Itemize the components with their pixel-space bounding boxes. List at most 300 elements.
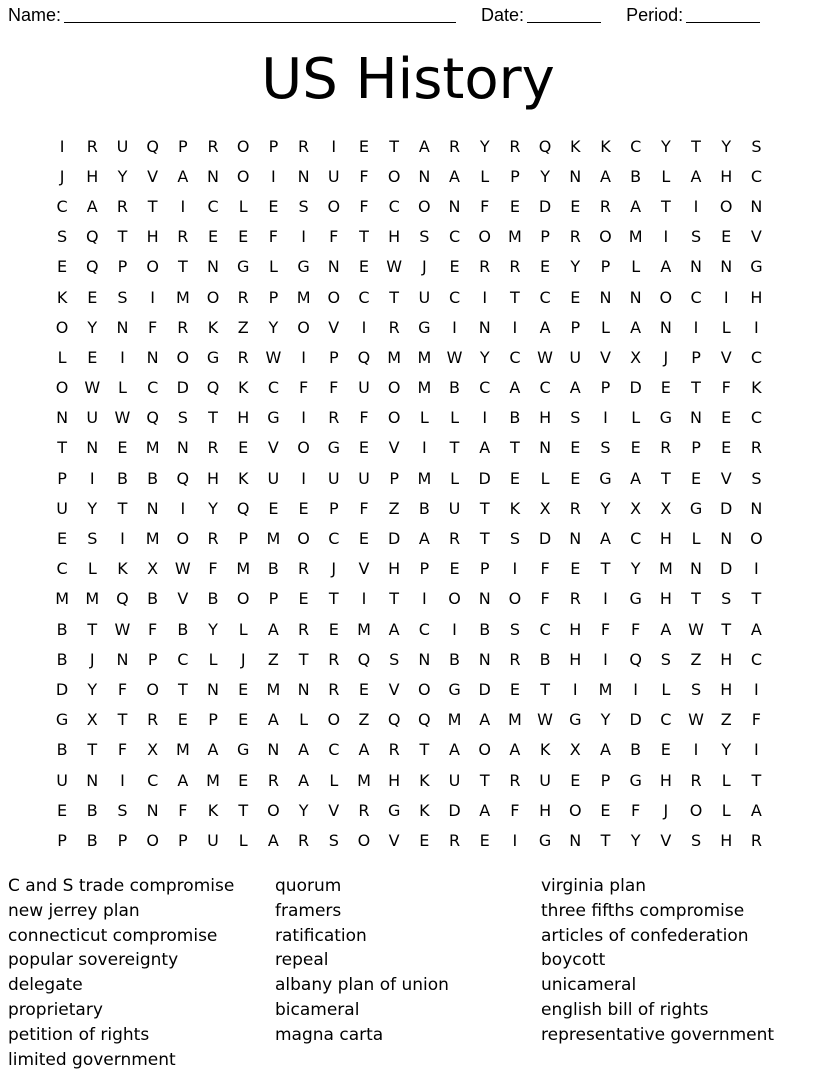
word-list-item: delegate (8, 975, 83, 996)
grid-letter: T (479, 498, 490, 518)
grid-letter: T (389, 287, 400, 307)
grid-letter: R (147, 710, 159, 730)
grid-letter: M (508, 710, 522, 730)
word-list-item: albany plan of union (275, 975, 449, 996)
grid-letter: C (147, 378, 159, 398)
grid-row (47, 735, 775, 765)
grid-letter: S (57, 227, 68, 247)
grid-letter: T (238, 800, 249, 820)
grid-row (47, 131, 775, 161)
grid-letter: H (720, 649, 733, 669)
grid-letter: M (417, 468, 432, 488)
grid-letter: U (207, 830, 219, 850)
grid-letter: S (509, 529, 520, 549)
grid-row (47, 463, 775, 493)
grid-letter: L (540, 468, 550, 488)
grid-letter: H (659, 529, 672, 549)
grid-letter: P (178, 830, 188, 850)
grid-letter: A (207, 740, 219, 760)
grid-letter: L (661, 166, 671, 186)
grid-letter: N (720, 529, 733, 549)
grid-letter: B (116, 468, 128, 488)
grid-letter: R (328, 679, 340, 699)
grid-letter: U (56, 498, 68, 518)
grid-letter: E (238, 227, 249, 247)
grid-letter: N (86, 770, 99, 790)
grid-letter: L (329, 770, 339, 790)
grid-letter: Z (388, 498, 400, 518)
grid-letter: Q (629, 649, 642, 669)
grid-letter: M (266, 529, 281, 549)
grid-letter: N (267, 740, 280, 760)
grid-letter: T (600, 559, 611, 579)
grid-letter: R (509, 136, 521, 156)
grid-letter: R (298, 619, 310, 639)
grid-letter: L (480, 166, 490, 186)
grid-letter: K (570, 136, 581, 156)
grid-letter: G (297, 257, 310, 277)
grid-letter: G (689, 498, 703, 518)
grid-letter: C (479, 378, 491, 398)
grid-letter: G (237, 257, 250, 277)
grid-letter: Y (600, 710, 611, 730)
grid-letter: S (509, 619, 520, 639)
grid-letter: K (117, 559, 128, 579)
grid-letter: G (267, 408, 280, 428)
grid-letter: R (207, 136, 219, 156)
grid-letter: A (479, 438, 491, 458)
grid-letter: A (449, 740, 460, 760)
grid-letter: F (298, 378, 309, 398)
grid-letter: F (359, 498, 369, 518)
grid-letter: L (601, 317, 610, 337)
grid-letter: K (419, 800, 430, 820)
grid-letter: I (120, 347, 125, 367)
grid-letter: A (267, 619, 279, 639)
grid-letter: E (57, 529, 68, 549)
grid-letter: C (328, 740, 340, 760)
grid-letter: R (298, 559, 310, 579)
grid-row (47, 493, 775, 523)
grid-letter: E (207, 227, 219, 247)
grid-letter: O (176, 347, 190, 367)
grid-letter: F (600, 619, 611, 639)
grid-letter: X (147, 559, 159, 579)
grid-letter: S (690, 679, 702, 699)
grid-letter: S (570, 408, 581, 428)
grid-letter: A (630, 317, 642, 337)
grid-letter: R (86, 136, 98, 156)
grid-letter: O (750, 529, 763, 549)
grid-letter: O (236, 166, 250, 186)
grid-letter: F (359, 408, 369, 428)
grid-letter: T (87, 740, 98, 760)
word-list-item: three fifths compromise (541, 900, 745, 921)
grid-letter: F (510, 800, 520, 820)
grid-letter: R (358, 800, 370, 820)
grid-letter: D (720, 559, 733, 579)
grid-letter: H (207, 468, 220, 488)
grid-letter: E (509, 468, 520, 488)
grid-letter: F (117, 679, 128, 699)
grid-letter: E (268, 498, 279, 518)
grid-letter: T (177, 257, 188, 277)
grid-letter: K (751, 378, 762, 398)
grid-letter: P (57, 468, 67, 488)
grid-letter: B (449, 649, 461, 669)
grid-letter: J (59, 166, 65, 186)
grid-letter: F (329, 378, 339, 398)
grid-letter: Z (358, 710, 370, 730)
name-field (8, 5, 456, 26)
grid-letter: E (721, 408, 732, 428)
grid-letter: Y (208, 619, 218, 639)
grid-letter: C (56, 196, 68, 216)
grid-letter: I (452, 619, 457, 639)
grid-letter: E (177, 710, 188, 730)
date-blank-line (527, 4, 601, 23)
grid-letter: Q (357, 347, 371, 367)
grid-letter: X (86, 710, 98, 730)
grid-row (47, 523, 775, 553)
grid-letter: D (720, 498, 733, 518)
grid-letter: E (570, 287, 581, 307)
grid-letter: Z (690, 649, 702, 669)
word-list-item: unicameral (541, 975, 637, 996)
grid-letter: O (568, 800, 582, 820)
grid-letter: E (660, 740, 671, 760)
grid-letter: B (56, 619, 68, 639)
grid-row (47, 584, 775, 614)
grid-letter: T (328, 589, 339, 609)
grid-letter: R (298, 830, 310, 850)
grid-letter: I (512, 830, 518, 850)
word-list (8, 874, 774, 1072)
word-list-item: representative government (541, 1024, 775, 1045)
grid-letter: H (146, 227, 159, 247)
grid-letter: L (721, 317, 731, 337)
grid-letter: B (630, 740, 642, 760)
grid-letter: N (116, 649, 129, 669)
grid-letter: T (510, 438, 520, 458)
word-list-column-2 (275, 874, 541, 1072)
grid-letter: I (754, 559, 759, 579)
grid-letter: A (599, 166, 611, 186)
grid-letter: L (721, 800, 731, 820)
grid-letter: Y (208, 498, 218, 518)
grid-letter: E (358, 136, 370, 156)
grid-letter: Z (267, 649, 279, 669)
grid-letter: P (419, 559, 430, 579)
grid-letter: S (389, 649, 400, 669)
grid-letter: V (388, 438, 400, 458)
grid-letter: M (658, 559, 673, 579)
grid-letter: B (86, 800, 98, 820)
grid-letter: T (660, 468, 671, 488)
grid-letter: O (297, 529, 310, 549)
grid-letter: B (177, 619, 189, 639)
grid-letter: N (569, 166, 582, 186)
grid-letter: V (660, 830, 672, 850)
grid-letter: K (539, 740, 551, 760)
grid-letter: V (388, 679, 400, 699)
grid-letter: I (180, 196, 186, 216)
grid-letter: H (388, 559, 401, 579)
grid-letter: T (691, 378, 701, 398)
grid-letter: N (750, 196, 763, 216)
grid-row (47, 191, 775, 221)
grid-letter: T (117, 710, 128, 730)
grid-letter: I (693, 317, 699, 337)
grid-letter: O (327, 710, 341, 730)
grid-letter: L (87, 559, 97, 579)
grid-letter: N (659, 317, 672, 337)
grid-letter: J (663, 800, 669, 820)
grid-letter: A (750, 800, 762, 820)
grid-letter: A (750, 619, 762, 639)
grid-letter: E (419, 830, 430, 850)
grid-letter: E (479, 830, 490, 850)
grid-letter: C (630, 529, 642, 549)
grid-letter: O (659, 287, 673, 307)
grid-letter: E (721, 438, 732, 458)
grid-letter: Y (268, 317, 279, 337)
grid-letter: R (328, 649, 340, 669)
grid-letter: R (328, 408, 340, 428)
grid-letter: M (387, 347, 402, 367)
grid-letter: B (56, 649, 68, 669)
grid-letter: B (86, 830, 98, 850)
grid-letter: P (600, 378, 611, 398)
grid-letter: O (327, 196, 341, 216)
grid-letter: A (298, 740, 310, 760)
grid-letter: M (357, 770, 371, 790)
grid-letter: Y (87, 679, 98, 699)
grid-letter: P (57, 830, 67, 850)
grid-letter: G (569, 710, 582, 730)
word-list-item: virginia plan (541, 876, 647, 896)
word-search-grid (47, 131, 775, 856)
grid-letter: R (569, 589, 581, 609)
grid-letter: E (298, 589, 309, 609)
grid-letter: M (175, 287, 190, 307)
grid-letter: T (540, 679, 550, 699)
grid-letter: V (267, 438, 279, 458)
grid-letter: Q (85, 227, 99, 247)
grid-row (47, 282, 775, 312)
grid-letter: P (268, 287, 279, 307)
grid-letter: B (509, 408, 521, 428)
grid-letter: G (387, 800, 401, 820)
grid-letter: K (600, 136, 611, 156)
grid-letter: Q (357, 649, 371, 669)
grid-letter: P (178, 136, 188, 156)
grid-letter: F (359, 196, 369, 216)
grid-letter: I (301, 347, 306, 367)
grid-letter: L (268, 257, 278, 277)
grid-letter: A (418, 136, 430, 156)
grid-letter: I (603, 589, 608, 609)
grid-letter: I (603, 649, 608, 669)
grid-letter: U (569, 347, 582, 367)
grid-letter: I (603, 408, 608, 428)
word-list-item: petition of rights (8, 1024, 150, 1045)
grid-letter: V (388, 830, 400, 850)
grid-letter: S (721, 589, 732, 609)
grid-letter: R (237, 287, 249, 307)
grid-letter: E (690, 468, 702, 488)
grid-letter: A (86, 196, 98, 216)
grid-letter: I (512, 317, 518, 337)
grid-letter: S (117, 800, 128, 820)
grid-letter: S (298, 196, 309, 216)
grid-letter: E (509, 196, 520, 216)
grid-letter: R (479, 257, 491, 277)
grid-letter: Q (116, 589, 129, 609)
grid-letter: K (237, 378, 249, 398)
grid-letter: H (539, 408, 552, 428)
grid-row (47, 644, 775, 674)
grid-letter: Y (570, 257, 581, 277)
grid-row (47, 554, 775, 584)
grid-letter: Q (146, 136, 159, 156)
grid-letter: N (297, 679, 310, 699)
page-title: US History (261, 47, 555, 112)
word-list-item: boycott (541, 950, 606, 971)
grid-letter: P (268, 136, 279, 156)
grid-letter: C (388, 196, 400, 216)
grid-letter: N (629, 287, 642, 307)
grid-letter: B (56, 740, 68, 760)
grid-letter: G (418, 317, 431, 337)
grid-letter: N (478, 649, 491, 669)
grid-letter: X (630, 347, 642, 367)
grid-letter: Y (721, 136, 732, 156)
grid-letter: O (508, 589, 522, 609)
word-list-column-3 (541, 874, 774, 1072)
grid-row (47, 161, 775, 191)
grid-letter: G (659, 408, 673, 428)
grid-letter: B (630, 166, 642, 186)
grid-letter: D (448, 800, 461, 820)
word-list-item: proprietary (8, 999, 103, 1020)
grid-letter: W (446, 347, 463, 367)
grid-letter: C (630, 136, 642, 156)
grid-letter: E (449, 257, 460, 277)
name-label: Name: (8, 5, 62, 25)
grid-letter: O (236, 136, 250, 156)
grid-letter: R (569, 498, 581, 518)
grid-letter: R (177, 227, 189, 247)
grid-letter: L (419, 408, 429, 428)
grid-letter: U (86, 408, 99, 428)
grid-letter: T (510, 287, 520, 307)
grid-letter: F (751, 710, 761, 730)
grid-letter: C (418, 619, 430, 639)
grid-letter: I (452, 317, 457, 337)
grid-letter: A (690, 166, 702, 186)
grid-letter: I (120, 529, 125, 549)
grid-letter: R (116, 196, 129, 216)
grid-letter: Y (479, 347, 490, 367)
grid-letter: A (298, 770, 310, 790)
grid-letter: H (750, 287, 763, 307)
grid-letter: N (327, 257, 340, 277)
grid-letter: A (267, 830, 279, 850)
grid-letter: Z (720, 710, 732, 730)
grid-letter: L (450, 468, 459, 488)
grid-letter: N (146, 347, 159, 367)
grid-letter: I (482, 408, 488, 428)
grid-letter: R (509, 649, 521, 669)
grid-letter: A (267, 710, 279, 730)
grid-letter: N (418, 166, 431, 186)
grid-letter: S (751, 136, 762, 156)
grid-letter: U (267, 468, 280, 488)
grid-letter: N (176, 438, 189, 458)
grid-letter: U (327, 166, 340, 186)
grid-letter: T (660, 196, 671, 216)
grid-letter: V (599, 347, 611, 367)
grid-letter: A (630, 468, 642, 488)
grid-letter: H (659, 589, 672, 609)
grid-letter: L (57, 347, 67, 367)
grid-letter: W (688, 619, 704, 639)
grid-letter: R (750, 830, 762, 850)
grid-letter: Q (418, 710, 431, 730)
grid-letter: H (237, 408, 250, 428)
grid-letter: K (419, 770, 430, 790)
grid-letter: C (207, 196, 219, 216)
grid-letter: H (659, 770, 672, 790)
grid-letter: I (120, 770, 125, 790)
grid-letter: A (388, 619, 400, 639)
grid-letter: C (690, 287, 702, 307)
grid-letter: S (419, 227, 430, 247)
grid-letter: S (690, 830, 702, 850)
grid-letter: W (537, 710, 553, 730)
grid-letter: E (721, 227, 732, 247)
grid-letter: F (148, 317, 158, 337)
grid-letter: H (720, 166, 733, 186)
grid-letter: K (207, 317, 219, 337)
grid-letter: D (387, 529, 401, 549)
grid-letter: P (389, 468, 399, 488)
grid-letter: N (448, 196, 461, 216)
grid-letter: Q (538, 136, 552, 156)
grid-letter: R (298, 136, 310, 156)
grid-letter: E (238, 710, 249, 730)
grid-letter: A (479, 800, 491, 820)
grid-letter: C (358, 287, 370, 307)
grid-letter: T (177, 679, 188, 699)
grid-letter: K (56, 287, 68, 307)
grid-letter: H (569, 649, 582, 669)
grid-letter: A (177, 166, 189, 186)
grid-letter: S (600, 438, 611, 458)
grid-letter: L (299, 710, 309, 730)
grid-letter: M (417, 378, 432, 398)
grid-letter: E (570, 196, 581, 216)
grid-letter: N (690, 559, 703, 579)
grid-letter: W (386, 257, 403, 277)
grid-letter: A (599, 529, 611, 549)
grid-letter: N (478, 589, 491, 609)
word-list-item: quorum (275, 876, 342, 896)
grid-letter: I (180, 498, 186, 518)
grid-letter: G (327, 438, 340, 458)
grid-letter: I (89, 468, 95, 488)
